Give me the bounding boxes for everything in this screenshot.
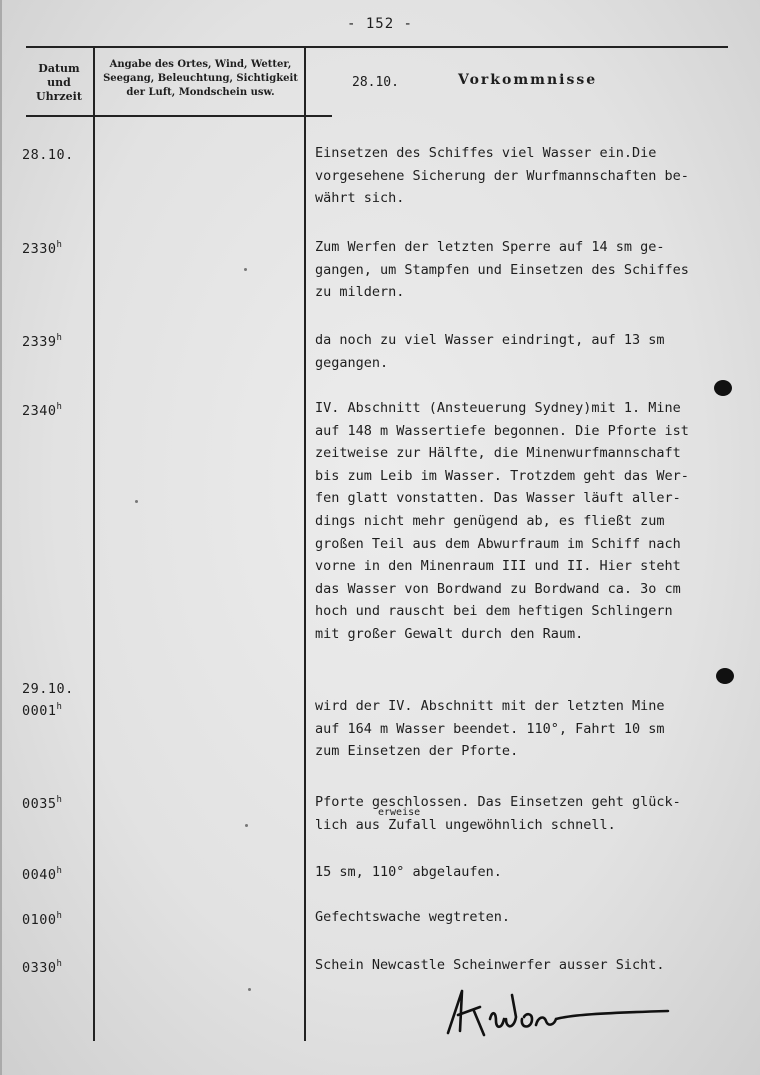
entry-time — [22, 333, 62, 350]
paper-speck — [244, 268, 247, 271]
entry-time — [22, 240, 62, 257]
handwritten-correction: erweise — [378, 807, 421, 818]
time-suffix: h — [56, 959, 63, 969]
time-value: 0001 — [22, 703, 57, 719]
entry-time — [22, 680, 74, 720]
time-value: 2330 — [22, 241, 57, 257]
time-suffix: h — [56, 333, 63, 343]
paper-speck — [245, 824, 248, 827]
entry-time — [22, 402, 62, 419]
paper-speck — [135, 500, 138, 503]
header-bottom-rule — [26, 115, 332, 117]
entry-time — [22, 795, 62, 812]
page-left-edge — [0, 0, 2, 1075]
header-occurrences: Vorkommnisse — [458, 72, 598, 88]
entry-text: Zum Werfen der letzten Sperre auf 14 sm ge- gangen, um Stampfen und Einsetzen des Schiffes zu mildern. — [315, 239, 689, 301]
entry-text: 15 sm, 110° abgelaufen. — [315, 864, 502, 880]
time-value: 0100 — [22, 912, 57, 928]
time-suffix: h — [56, 702, 63, 712]
time-suffix: h — [56, 866, 63, 876]
time-suffix: h — [56, 795, 63, 805]
entry-time — [22, 959, 62, 976]
time-date: 29.10. — [22, 681, 74, 697]
entry-time — [22, 911, 62, 928]
time-suffix: h — [56, 402, 63, 412]
header-date: 28.10. — [352, 75, 399, 90]
paper-speck — [248, 988, 251, 991]
header-date-time: Datum und Uhrzeit — [36, 62, 82, 103]
header-top-rule — [26, 46, 728, 48]
entry-text: wird der IV. Abschnitt mit der letzten Mine auf 164 m Wasser beendet. 110°, Fahrt 10 sm zum Einsetzen der Pforte. — [315, 698, 665, 760]
time-value: 0040 — [22, 867, 57, 883]
time-value: 2340 — [22, 403, 57, 419]
time-suffix: h — [56, 911, 63, 921]
entry-text: Pforte geschlossen. Das Einsetzen geht glück- lich aus Zufall ungewöhnlich schnell. — [315, 794, 681, 833]
page-number: - 152 - — [346, 16, 413, 32]
time-value: 28.10. — [22, 147, 74, 163]
entry-time — [22, 866, 62, 883]
entry-text: Schein Newcastle Scheinwerfer ausser Sicht. — [315, 957, 665, 973]
signature-image — [440, 985, 670, 1045]
entry-text: da noch zu viel Wasser eindringt, auf 13 sm gegangen. — [315, 332, 665, 371]
ink-blot — [716, 668, 734, 684]
entry-text: IV. Abschnitt (Ansteuerung Sydney)mit 1. Mine auf 148 m Wassertiefe begonnen. Die Pforte ist zeitweise zur Hälfte, die Minenwurfmannschaft bis zum Leib im Wasser. Trotzdem geht das Wer- fen glatt vonstatten. Das Wasser läuft aller- dings nicht mehr genügend ab, es fließt zum großen Teil aus dem Abwurfraum im Schiff nach vorne in den Minenraum III und II. Hier steht das Wasser von Bordwand zu Bordwand ca. 3o cm hoch und rauscht bei dem heftigen Schlingern mit großer Gewalt durch den Raum. — [315, 400, 689, 642]
column-divider-1 — [93, 46, 95, 1041]
time-suffix: h — [56, 240, 63, 250]
entry-time — [22, 147, 74, 163]
time-value: 0330 — [22, 960, 57, 976]
ink-blot — [714, 380, 732, 396]
column-divider-2 — [304, 46, 306, 1041]
entry-text: Einsetzen des Schiffes viel Wasser ein.Die vorgesehene Sicherung der Wurfmannschaften be- währt sich. — [315, 145, 689, 207]
time-value: 2339 — [22, 334, 57, 350]
entry-text: Gefechtswache wegtreten. — [315, 909, 511, 925]
header-location-weather: Angabe des Ortes, Wind, Wetter, Seegang, Beleuchtung, Sichtigkeit der Luft, Mondschein usw. — [103, 59, 298, 98]
time-value: 0035 — [22, 796, 57, 812]
